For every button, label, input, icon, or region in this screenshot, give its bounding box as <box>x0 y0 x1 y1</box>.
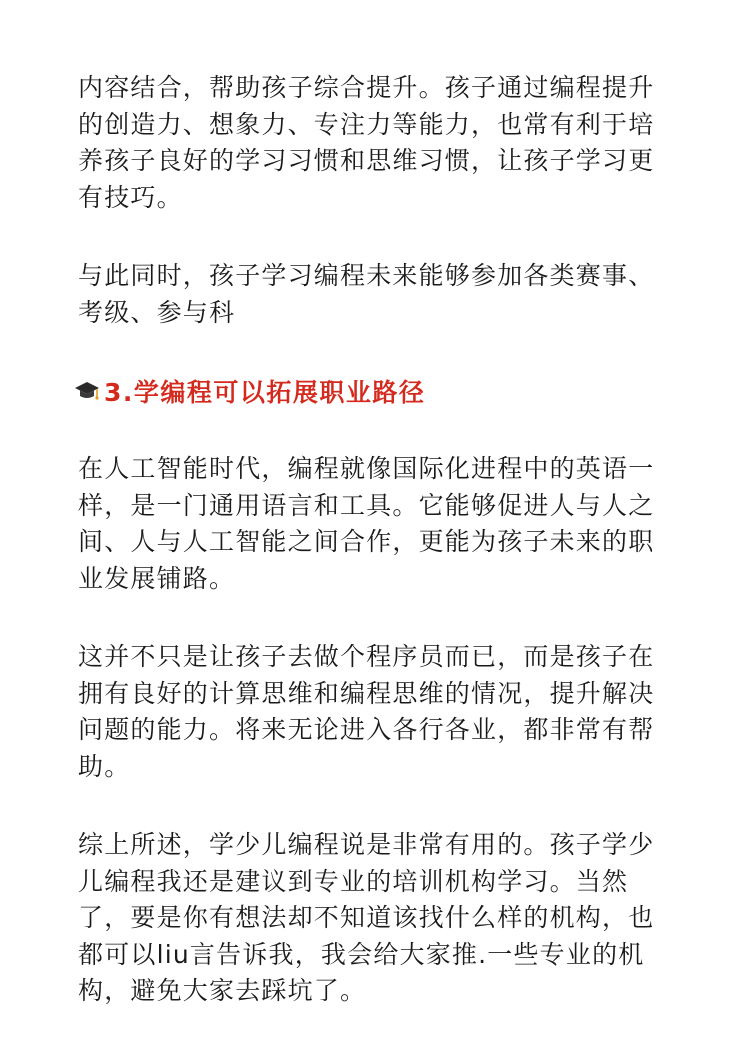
text-line: 样，是一门通用语言和工具。它能够促进人与人之 <box>78 490 655 520</box>
text-line: 考级、参与科 <box>78 297 236 327</box>
text-line: 在人工智能时代，编程就像国际化进程中的英语一 <box>78 454 655 483</box>
text-line: 拥有良好的计算思维和编程思维的情况，提升解决 <box>78 678 655 708</box>
text-line: 问题的能力。将来无论进入各行各业，都非常有帮 <box>78 715 655 744</box>
paragraph-benefits <box>78 70 678 216</box>
text-line: 构，避免大家去踩坑了。 <box>78 976 367 1005</box>
text-line: 儿编程我还是建议到专业的培训机构学习。当然 <box>78 866 629 896</box>
text-line: 间、人与人工智能之间合作，更能为孩子未来的职 <box>78 527 655 556</box>
text-line: 业发展铺路。 <box>78 563 236 593</box>
graduation-cap-icon <box>74 378 100 404</box>
paragraph-summary <box>78 827 678 1010</box>
text-line: 这并不只是让孩子去做个程序员而已，而是孩子在 <box>78 642 655 671</box>
section-heading-text: 3.学编程可以拓展职业路径 <box>104 378 426 407</box>
article-body <box>78 70 678 1052</box>
paragraph-competitions <box>78 258 678 331</box>
text-line: 内容结合，帮助孩子综合提升。孩子通过编程提升 <box>78 73 655 102</box>
text-line: 养孩子良好的学习习惯和思维习惯，让孩子学习更 <box>78 146 655 175</box>
text-line: 有技巧。 <box>78 182 183 212</box>
text-line: 助。 <box>78 751 131 781</box>
text-line: 综上所述，学少儿编程说是非常有用的。孩子学少 <box>78 830 655 859</box>
text-line: 与此同时，孩子学习编程未来能够参加各类赛事、 <box>78 261 655 290</box>
text-line: 了，要是你有想法却不知道该找什么样的机构，也 <box>78 903 655 932</box>
section-heading <box>78 373 678 409</box>
paragraph-not-only-programmer <box>78 639 678 785</box>
text-line: 的创造力、想象力、专注力等能力，也常有利于培 <box>78 109 655 139</box>
paragraph-ai-era <box>78 451 678 597</box>
text-line: 都可以liu言告诉我，我会给大家推.一些专业的机 <box>78 939 645 969</box>
